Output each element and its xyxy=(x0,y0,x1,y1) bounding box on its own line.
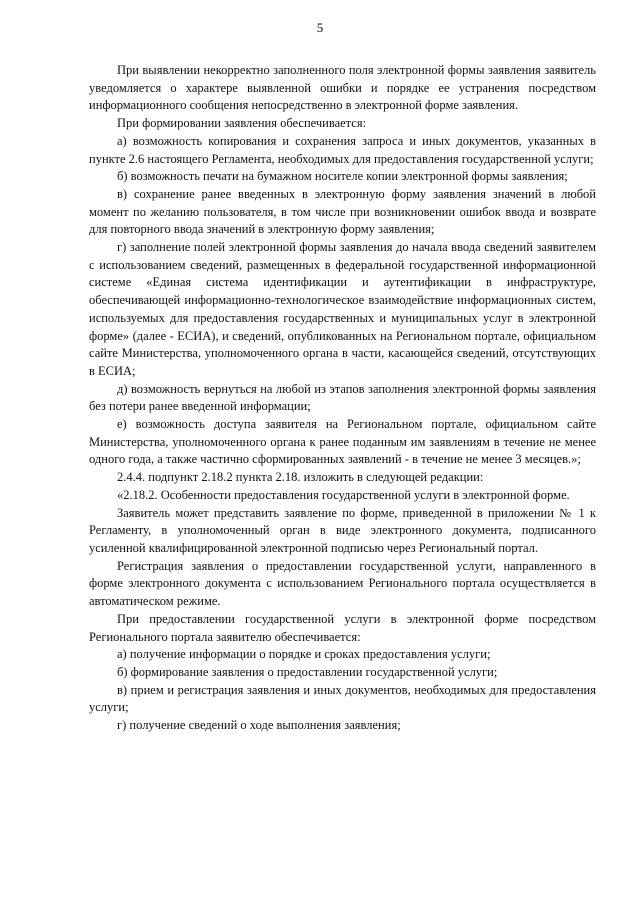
list-item-d-return: д) возможность вернуться на любой из этапов заполнения электронной формы заявления без потери ранее введенной информации; xyxy=(89,381,596,414)
paragraph-portal-provision-intro: При предоставлении государственной услуги в электронной форме посредством Регионального портала заявителю обеспечивается: xyxy=(89,611,596,644)
list-item-b-printing: б) возможность печати на бумажном носителе копии электронной формы заявления; xyxy=(117,169,568,184)
paragraph-amendment-2-4-4: 2.4.4. подпункт 2.18.2 пункта 2.18. изложить в следующей редакции: xyxy=(117,470,484,485)
paragraph-applicant-submission: Заявитель может представить заявление по форме, приведенной в приложении № 1 к Регламенту, в уполномоченный орган в виде электронного документа, подписанного усиленной квалифицированной электронной подписью через Региональный портал. xyxy=(89,505,596,555)
document-body xyxy=(89,62,596,735)
paragraph-validation-notice: При выявлении некорректно заполненного поля электронной формы заявления заявитель уведомляется о характере выявленной ошибки и порядке ее устранения посредством информационного сообщения непосредственно в электронной форме заявления. xyxy=(89,63,596,113)
paragraph-registration: Регистрация заявления о предоставлении государственной услуги, направленного в форме электронного документа с использованием Регионального портала осуществляется в автоматическом режиме. xyxy=(89,558,596,609)
page-number: 5 xyxy=(316,20,324,35)
paragraph-form-provision-intro: При формировании заявления обеспечивается: xyxy=(117,116,367,131)
list-item-a-copying: а) возможность копирования и сохранения запроса и иных документов, указанных в пункте 2.6 настоящего Регламента, необходимых для предоставления государственной услуги; xyxy=(89,133,596,166)
list-item-e-access: е) возможность доступа заявителя на Региональном портале, официальном сайте Министерства, уполномоченного органа к ранее поданным им заявлениям в течение не менее одного года, а также частично сформированных заявлений - в течение не менее 3 месяцев.»; xyxy=(89,417,596,467)
list-item-a-information: а) получение информации о порядке и сроках предоставления услуги; xyxy=(117,647,491,662)
list-item-g-prefill: г) заполнение полей электронной формы заявления до начала ввода сведений заявителем с использованием сведений, размещенных в федеральной государственной информационной системе «Единая система идентификации и аутентификации в инфраструктуре, обеспечивающей информационно-технологическое взаимодействие информационных систем, используемых для предоставления государственных и муниципальных услуг в электронной форме» (далее - ЕСИА), и сведений, опубликованных на Региональном портале, официальном сайте Министерства, уполномоченного органа в части, касающейся сведений, отсутствующих в ЕСИА; xyxy=(89,240,596,378)
list-item-g-status: г) получение сведений о ходе выполнения заявления; xyxy=(117,718,401,733)
list-item-v-saving: в) сохранение ранее введенных в электронную форму заявления значений в любой момент по желанию пользователя, в том числе при возникновении ошибок ввода и возврате для повторного ввода значений в электронную форму заявления; xyxy=(89,186,596,237)
paragraph-section-2-18-2-heading: «2.18.2. Особенности предоставления государственной услуги в электронной форме. xyxy=(117,487,570,502)
list-item-b-forming: б) формирование заявления о предоставлении государственной услуги; xyxy=(117,664,498,679)
list-item-v-reception: в) прием и регистрация заявления и иных документов, необходимых для предоставления услуги; xyxy=(89,682,596,715)
